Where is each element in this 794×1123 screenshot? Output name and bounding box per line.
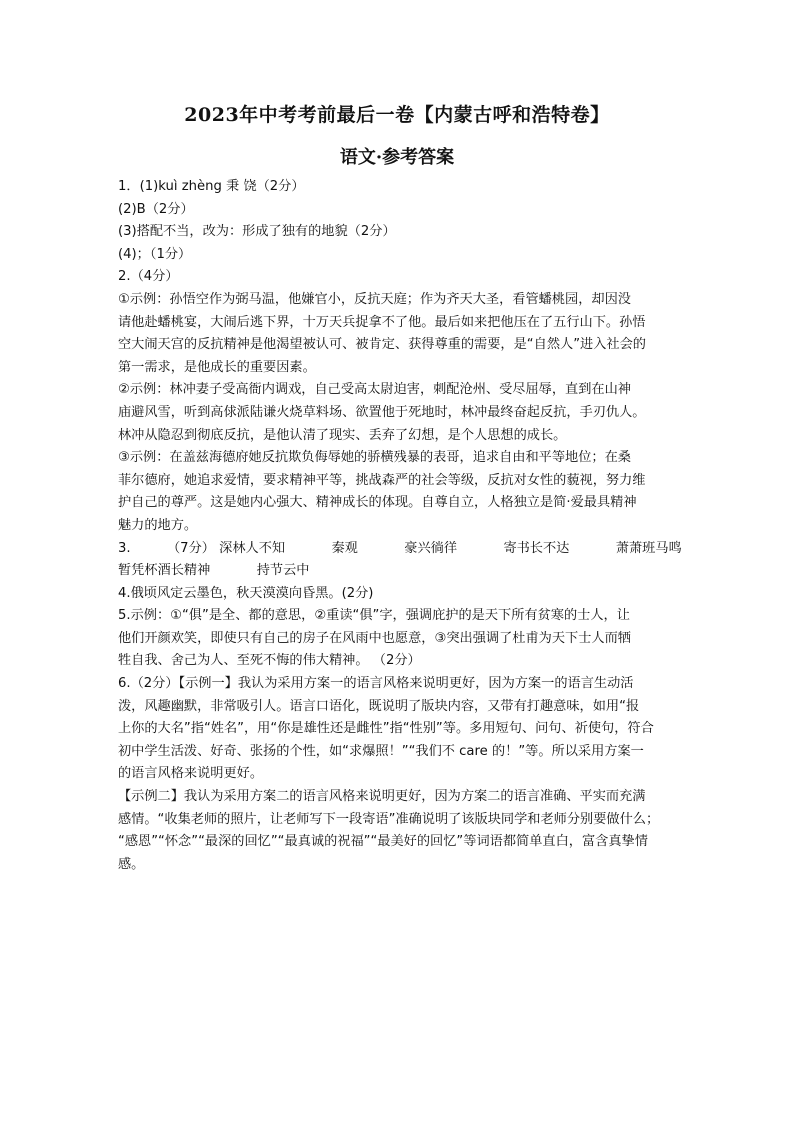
q3-answer: 寄书长不达 xyxy=(503,540,570,556)
q3-answer: 秦观 xyxy=(331,540,358,556)
page-subtitle: 语文·参考答案 xyxy=(339,147,455,168)
q4-answer: 4.俄顷风定云墨色，秋天漠漠向昏黑。(2分) xyxy=(118,585,374,601)
q3-score: （7分） xyxy=(167,540,215,556)
page-title: 2023年中考考前最后一卷【内蒙古呼和浩特卷】 xyxy=(184,104,610,126)
q1-answer-1: 1．(1)kuì zhèng 秉 饶（2分） xyxy=(118,179,305,194)
q6-example2-line: 感情。“收集老师的照片，让老师写下一段寄语”准确说明了该版块同学和老师分别要做什么； xyxy=(118,811,660,827)
q6-line: 初中学生活泼、好奇、张扬的个性，如“求爆照！”“我们不 care 的！”等。所以采用方案一 xyxy=(118,743,644,759)
q3-row-2 xyxy=(118,560,678,583)
q5-line: 5.示例：①“俱”是全、都的意思，②重读“俱”字，强调庇护的是天下所有贫寒的士人，让 xyxy=(118,608,630,624)
q3-answer: 豪兴徜徉 xyxy=(404,540,458,556)
q2-example3-line: 菲尔德府，她追求爱情，要求精神平等，挑战森严的社会等级，反抗对女性的藐视，努力维 xyxy=(118,472,646,488)
q2-example1-line: 第一需求，是他成长的重要因素。 xyxy=(118,359,316,375)
q1-answer-3: (3)搭配不当，改为：形成了独有的地貌（2分） xyxy=(118,224,396,240)
q2-example3-line: 护自己的尊严。这是她内心强大、精神成长的体现。自尊自立，人格独立是简·爱最具精神 xyxy=(118,495,637,511)
q6-line: 上你的大名”指“姓名”，用“你是雄性还是雌性”指“性别”等。多用短句、问句、祈使句，符合 xyxy=(118,721,654,737)
q2-heading: 2.（4分） xyxy=(118,269,179,285)
q3-answer: 深林人不知 xyxy=(219,540,286,556)
q2-example1-line: 空大闹天宫的反抗精神是他渴望被认可、被肯定、获得尊重的需要，是“自然人”进入社会的 xyxy=(118,337,646,353)
q3-answer: 萧萧班马鸣 xyxy=(615,540,682,556)
q2-example1-line: 请他赴蟠桃宴，大闹后逃下界，十万天兵捉拿不了他。最后如来把他压在了五行山下。孙悟 xyxy=(118,314,646,330)
q2-example1-line: ①示例：孙悟空作为弼马温，他嫌官小，反抗天庭；作为齐天大圣，看管蟠桃园，却因没 xyxy=(118,291,631,307)
q2-example3-line: ③示例：在盖兹海德府她反抗欺负侮辱她的骄横残暴的表哥，追求自由和平等地位；在桑 xyxy=(118,450,631,466)
q3-answer: 持节云中 xyxy=(256,563,310,579)
q3-number: 3. xyxy=(118,540,131,556)
q1-answer-2: (2)B（2分） xyxy=(118,201,194,217)
q5-line: 牲自我、舍己为人、至死不悔的伟大精神。 （2分） xyxy=(118,653,421,669)
q6-example2-line: 【示例二】我认为采用方案二的语言风格来说明更好，因为方案二的语言准确、平实而充满 xyxy=(118,789,646,805)
q6-line: 的语言风格来说明更好。 xyxy=(118,766,264,782)
answer-content xyxy=(118,176,682,876)
q5-line: 他们开颜欢笑，即使只有自己的房子在风雨中也愿意，③突出强调了杜甫为天下士人而牺 xyxy=(118,630,631,646)
q3-row-1 xyxy=(118,538,682,561)
q6-example2-line: 感。 xyxy=(118,856,145,872)
q6-example2-line: “感恩”“怀念”“最深的回忆”“最真诚的祝福”“最美好的回忆”等词语都简单直白，富含真挚情 xyxy=(118,834,648,850)
q1-answer-4: (4)；（1分） xyxy=(118,246,192,262)
q2-example2-line: ②示例：林冲妻子受高衙内调戏，自己受高太尉迫害，刺配沧州、受尽屈辱，直到在山神 xyxy=(118,382,631,398)
q2-example3-line: 魅力的地方。 xyxy=(118,517,198,533)
q3-answer: 暂凭杯酒长精神 xyxy=(118,563,211,579)
q2-example2-line: 林冲从隐忍到彻底反抗，是他认清了现实、丢弃了幻想，是个人思想的成长。 xyxy=(118,427,567,443)
q2-example2-line: 庙避风雪，听到高俅派陆谦火烧草料场、欲置他于死地时，林冲最终奋起反抗，手刃仇人。 xyxy=(118,404,646,420)
q6-line: 6.（2分）【示例一】我认为采用方案一的语言风格来说明更好，因为方案一的语言生动活 xyxy=(118,676,634,692)
q6-line: 泼，风趣幽默，非常吸引人。语言口语化，既说明了版块内容，又带有打趣意味，如用“报 xyxy=(118,698,640,714)
